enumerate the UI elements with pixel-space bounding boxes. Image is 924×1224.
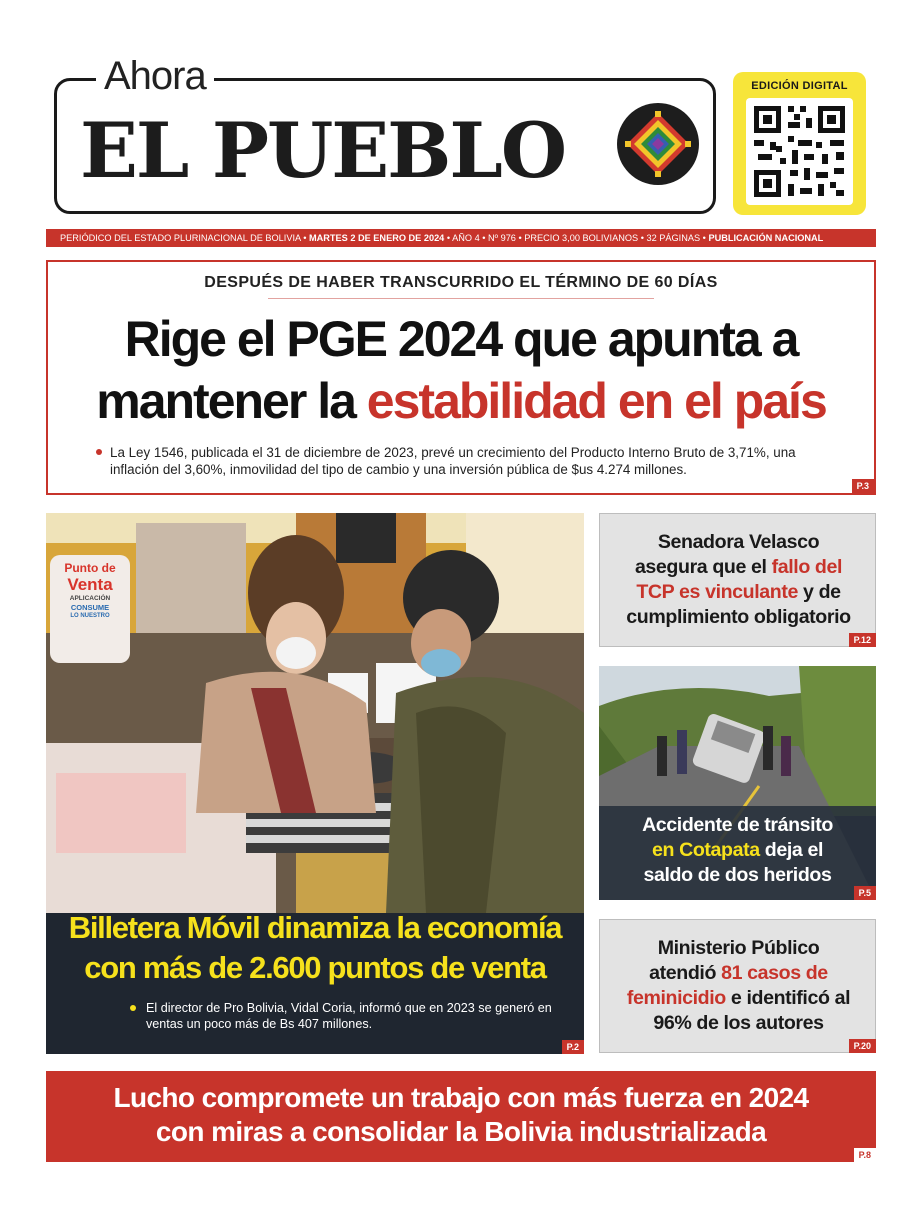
title-white: deja el [759,839,823,861]
edition-price: PRECIO 3,00 BOLIVIANOS [524,233,639,243]
lead-headline-black: mantener la [96,373,367,429]
title-red: feminicidio [626,987,726,1009]
photo-story[interactable] [46,513,584,1054]
paper-name: PERIÓDICO DEL ESTADO PLURINACIONAL DE BOLIVIA [60,233,301,243]
digital-edition-card [733,72,866,215]
separator: • [482,233,486,243]
lead-headline[interactable] [48,308,874,432]
market-photo [46,513,584,913]
lead-summary: La Ley 1546, publicada el 31 de diciembre de 2023, prevé un crecimiento del Producto Interno Bruto de 3,71%, una inflación del 3,60%, inmovilidad del tipo de cambio y una inversión pública de $us 4.274 millones. [110,445,796,477]
photo-headline[interactable] [46,908,584,988]
lead-story[interactable] [46,260,876,495]
banner-line1: Lucho compromete un trabajo con más fuerza en 2024 [113,1082,809,1113]
side2-page-tag: P.5 [854,886,876,900]
title-black: atendió [649,962,722,984]
title-line4: 96% de los autores [653,1012,824,1034]
lead-headline-line1: Rige el PGE 2024 que apunta a [124,311,798,367]
photo-headline-line2: con más de 2.600 puntos de venta [84,950,546,985]
title-black: y de [797,581,841,603]
sign-line1: Punto de [64,561,116,575]
title-black: asegura que el [634,556,772,578]
masthead-ahora: Ahora [96,52,214,100]
side-story-accidente[interactable] [599,666,876,900]
sign-line5: LO NUESTRO [70,613,110,619]
title-line4: cumplimiento obligatorio [626,606,851,628]
side1-page-tag: P.12 [849,633,876,647]
title-black: e identificó al [725,987,851,1009]
side-story-accidente-title [599,813,876,888]
title-line2 [600,555,877,580]
sign-line3: APLICACIÓN [69,595,111,602]
kicker-divider [268,298,654,299]
edition-year: AÑO 4 [452,233,480,243]
banner-page-tag: P.8 [854,1148,876,1162]
title-line1: Ministerio Público [657,937,820,959]
photo-page-tag: P.2 [562,1040,584,1054]
sign-line4: CONSUME [70,603,110,612]
qr-code-icon[interactable] [746,98,853,205]
photo-summary: El director de Pro Bolivia, Vidal Coria, informó que en 2023 se generó en ventas un poco más de Bs 407 millones. [146,1001,552,1031]
bullet-icon [96,449,102,455]
andean-cross-logo-icon [617,103,699,185]
separator: • [702,233,706,243]
title-line3 [600,580,877,605]
lead-kicker: DESPUÉS DE HABER TRANSCURRIDO EL TÉRMINO DE 60 DÍAS [204,274,718,291]
title-red: 81 casos de [721,962,828,984]
edition-info-bar [46,229,876,247]
banner-line2: con miras a consolidar la Bolivia industrializada [155,1116,767,1147]
lead-headline-line2 [48,370,874,432]
bottom-banner-story[interactable] [46,1071,876,1162]
side3-page-tag: P.20 [849,1039,876,1053]
edition-date: MARTES 2 DE ENERO DE 2024 [308,233,445,243]
photo-headline-line1: Billetera Móvil dinamiza la economía [68,910,562,945]
side-story-ministerio-title [600,936,877,1036]
separator: • [518,233,522,243]
title-red: TCP es vinculante [636,581,798,603]
title-line2 [600,961,877,986]
lead-page-tag: P.3 [852,479,874,493]
digital-edition-label: EDICIÓN DIGITAL [751,80,848,92]
edition-number: Nº 976 [488,233,516,243]
side-story-senadora-title [600,530,877,630]
side-story-senadora[interactable] [599,513,876,647]
separator: • [640,233,644,243]
edition-scope: PUBLICACIÓN NACIONAL [708,233,824,243]
bullet-icon [130,1005,136,1011]
title-line2 [599,838,876,863]
lead-headline-red: estabilidad en el país [366,373,826,429]
side-story-ministerio[interactable] [599,919,876,1053]
title-line3 [600,986,877,1011]
edition-pages: 32 PÁGINAS [646,233,701,243]
title-yellow: en Cotapata [652,839,760,861]
masthead-title: EL PUEBLO [80,106,566,195]
point-of-sale-sign [54,561,126,620]
banner-headline [46,1081,876,1149]
sign-line2: Venta [67,575,113,594]
title-line1: Accidente de tránsito [642,814,833,836]
title-line1: Senadora Velasco [657,531,820,553]
title-red: fallo del [771,556,843,578]
title-line3: saldo de dos heridos [643,864,832,886]
separator: • [303,233,307,243]
separator: • [446,233,451,243]
